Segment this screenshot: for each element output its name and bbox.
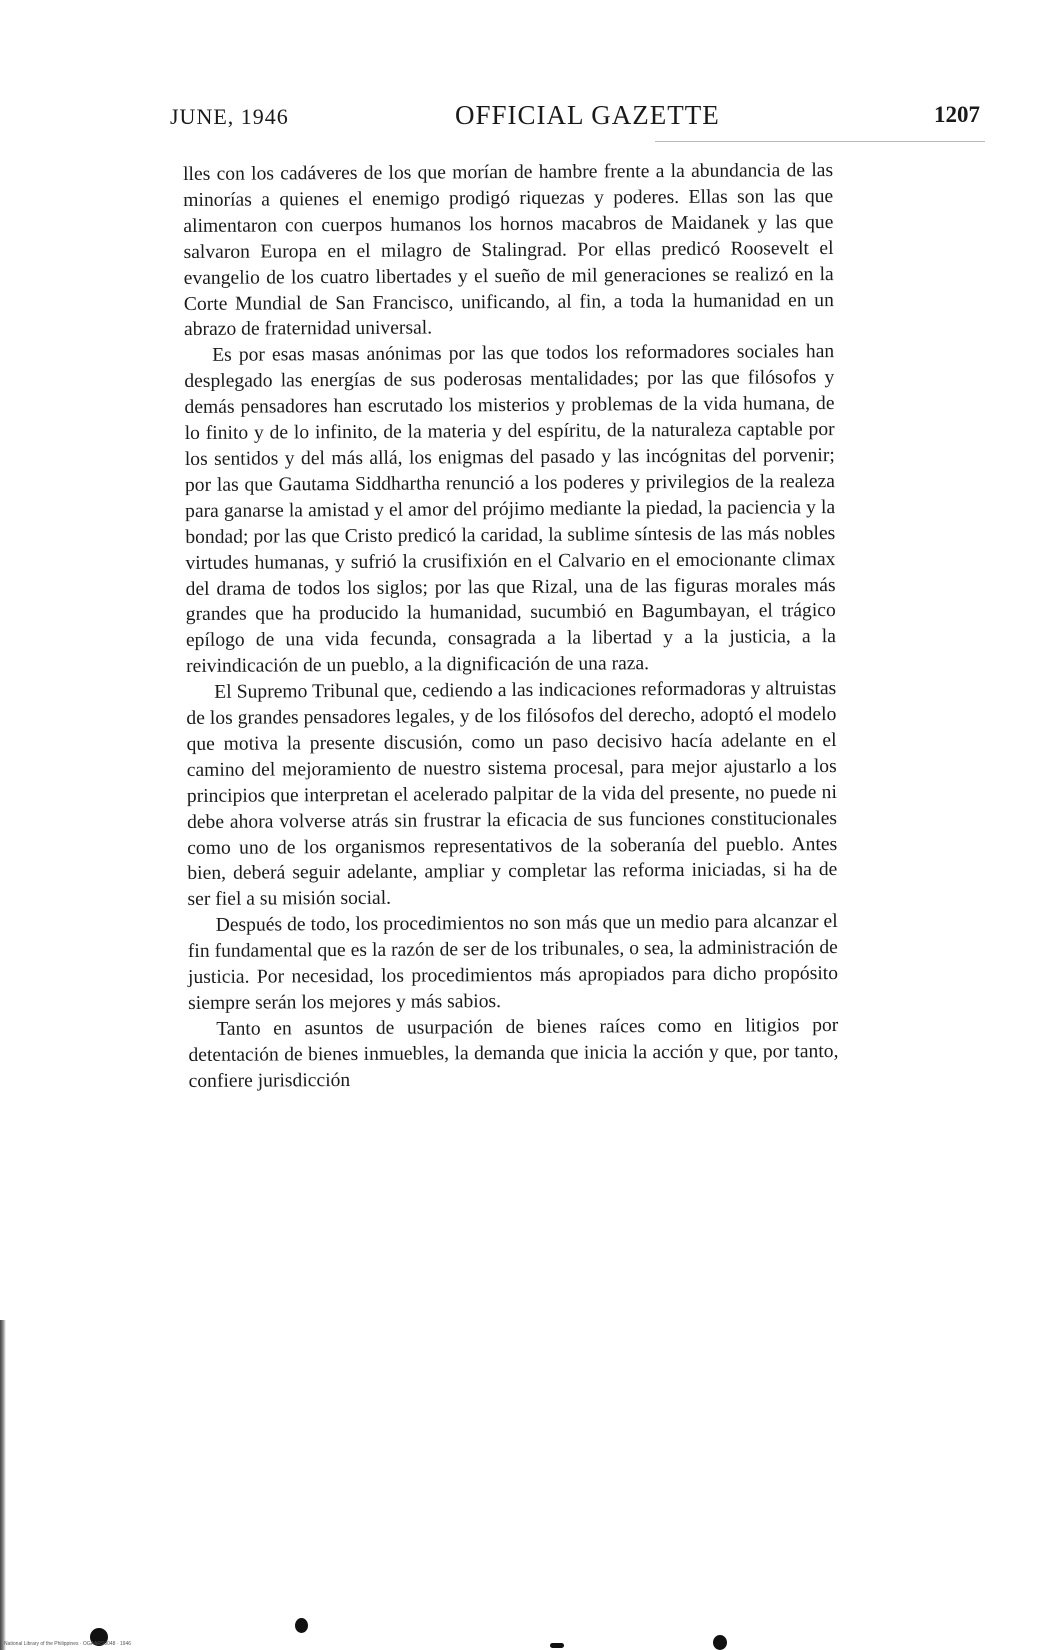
paragraph-2: Es por esas masas anónimas por las que todos los reformadores sociales han desplegado las energías de sus poderosas mentalidades; por las que filósofos y demás pensadores han escrutado los misterios y problemas de la vida humana, de lo finito y de lo infinito, de la materia y del espíritu, de la naturaleza captable por los sentidos y del más allá, los enigmas del pasado y las incógnitas del porvenir; por las que Gautama Siddhartha renunció a los poderes y privilegios de la realeza para ganarse la amistad y el amor del prójimo mediante la piedad, la paciencia y la bondad; por las que Cristo predicó la caridad, la sublime síntesis de las más nobles virtudes humanas, y sufrió la crusifixión en el Calvario en el emocionante climax del drama de todos los siglos; por las que Rizal, una de las figuras morales más grandes que ha producido la humanidad, sucumbió en Bagumbayan, el trágico epílogo de una vida fecunda, consagrada a la libertad y a la justicia, a la reivindicación de un pueblo, a la dignificación de una raza. (184, 341, 836, 678)
publication-title: OFFICIAL GAZETTE (455, 100, 720, 130)
ink-blot (295, 1618, 308, 1633)
page-number: 1207 (934, 102, 980, 127)
issue-date: JUNE, 1946 (170, 104, 289, 129)
body-text (183, 158, 839, 1095)
paragraph-3: El Supremo Tribunal que, cediendo a las indicaciones reformadoras y altruistas de los grandes pensadores legales, y de los filósofos del derecho, adoptó el modelo que motiva la presente discusión, como un paso decisivo hacía adelante en el camino del mejoramiento de nuestro sistema procesal, para mejor ajustarlo a los principios que interpretan el acelerado palpitar de la vida del presente, no puede ni debe ahora volverse atrás sin frustrar la eficacia de sus funciones constitucionales como uno de los organismos representativos de la soberanía del pueblo. Antes bien, deberá seguir adelante, ampliar y completar las reforma iniciadas, si ha de ser fiel a su misión social. (186, 678, 838, 911)
header-rule (655, 141, 985, 142)
paragraph-4: Después de todo, los procedimientos no son más que un medio para alcanzar el fin fundamental que es la razón de ser de los tribunales, o sea, la administración de justicia. Por necesidad, los procedimientos más apropiados para dicho propósito siempre serán los mejores y más sabios. (187, 911, 839, 1014)
paragraph-5: Tanto en asuntos de usurpación de bienes raíces como en litigios por detentación de bienes inmuebles, la demanda que inicia la acción y que, por tanto, confiere jurisdicción (188, 1014, 839, 1092)
page-header (170, 100, 980, 136)
paragraph-1: lles con los cadáveres de los que morían de hambre frente a la abundancia de las minorías a quienes el enemigo prodigó riquezas y poderes. Ellas son las que alimentaron con cuerpos humanos los hornos macabros de Maidanek y las que salvaron Europa en el milagro de Stalingrad. Por ellas predicó Roosevelt el evangelio de los cuatro libertades y el sueño de mil generaciones se realizó en la Corte Mundial de San Francisco, unificando, al fin, a toda la humanidad en un abrazo de fraternidad universal. (183, 160, 834, 341)
ink-blot (550, 1643, 564, 1648)
scan-edge-shadow (0, 1320, 6, 1650)
scan-footer-note: National Library of the Philippines · OGAARS0048 · 1946 (4, 1641, 132, 1647)
ink-blot (713, 1635, 727, 1650)
